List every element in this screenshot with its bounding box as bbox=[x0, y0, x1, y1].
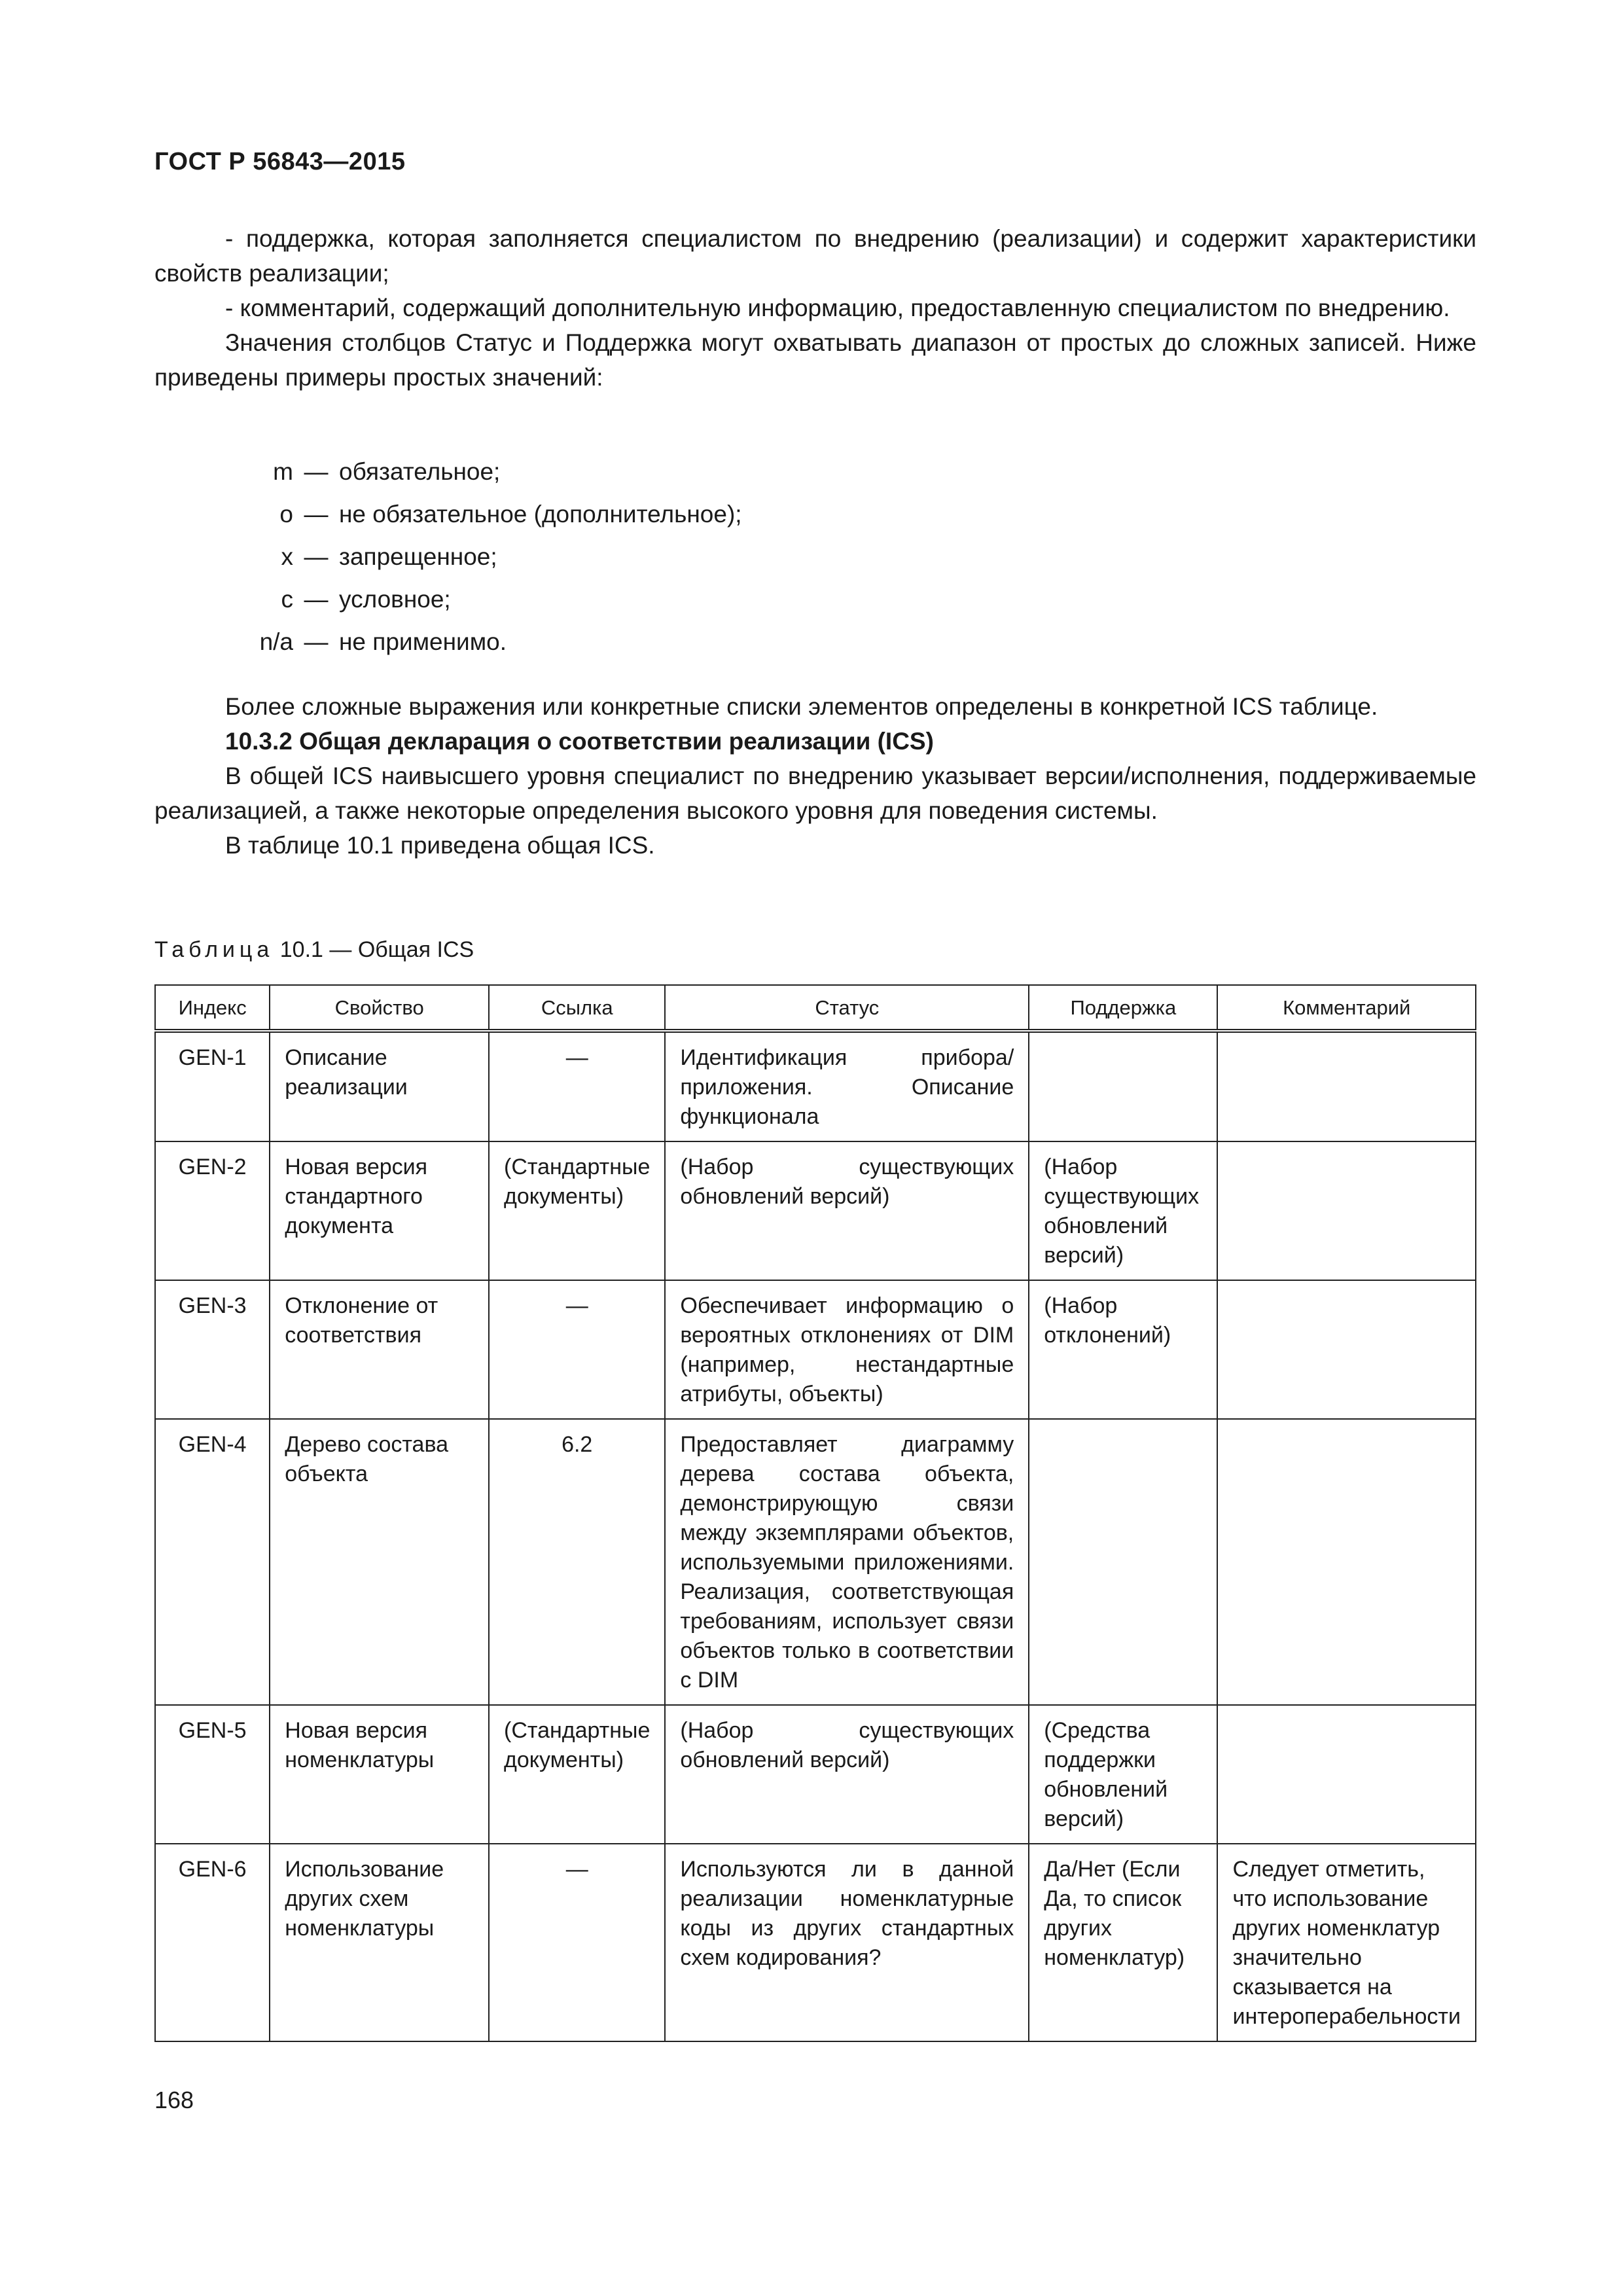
cell-property: Описание реализации bbox=[270, 1031, 489, 1141]
cell-reference: — bbox=[489, 1844, 665, 2041]
cell-status: (Набор существующих обновлений версий) bbox=[665, 1141, 1029, 1280]
cell-status: Обеспечивает информацию о вероятных отклонениях от DIM (например, нестандартные атрибуты, объекты) bbox=[665, 1280, 1029, 1419]
cell-comment bbox=[1217, 1141, 1476, 1280]
cell-reference: (Стандартные документы) bbox=[489, 1141, 665, 1280]
cell-support: Да/Нет (Если Да, то список других номенклатур) bbox=[1029, 1844, 1217, 2041]
cell-index: GEN-4 bbox=[155, 1419, 270, 1705]
cell-reference: — bbox=[489, 1031, 665, 1141]
value-description: не обязательное (дополнительное); bbox=[339, 501, 742, 528]
cell-index: GEN-6 bbox=[155, 1844, 270, 2041]
table-row bbox=[155, 1031, 1476, 1141]
ics-table bbox=[154, 984, 1476, 2042]
cell-reference: (Стандартные документы) bbox=[489, 1705, 665, 1844]
paragraph-values-intro: Значения столбцов Статус и Поддержка могут охватывать диапазон от простых до сложных записей. Ниже приведены примеры простых значений: bbox=[154, 329, 1476, 391]
list-item: x — запрещенное; bbox=[154, 535, 940, 578]
list-item: n/a — не применимо. bbox=[154, 620, 940, 663]
cell-support: (Набор отклонений) bbox=[1029, 1280, 1217, 1419]
value-code: c bbox=[281, 586, 293, 613]
cell-comment bbox=[1217, 1031, 1476, 1141]
table-row bbox=[155, 1844, 1476, 2041]
cell-property: Новая версия стандартного документа bbox=[270, 1141, 489, 1280]
cell-comment: Следует отметить, что использование других номенклатур значительно сказывается на интероперабельности bbox=[1217, 1844, 1476, 2041]
value-description: запрещенное; bbox=[339, 543, 497, 570]
column-header-comment: Комментарий bbox=[1217, 985, 1476, 1031]
cell-status: Идентификация прибора/приложения. Описание функционала bbox=[665, 1031, 1029, 1141]
cell-support: (Средства поддержки обновлений версий) bbox=[1029, 1705, 1217, 1844]
list-item: m — обязательное; bbox=[154, 450, 940, 493]
cell-comment bbox=[1217, 1419, 1476, 1705]
caption-title: 10.1 — Общая ICS bbox=[279, 937, 474, 962]
table-row bbox=[155, 1141, 1476, 1280]
cell-support: (Набор существующих обновлений версий) bbox=[1029, 1141, 1217, 1280]
value-description: обязательное; bbox=[339, 458, 501, 485]
table-caption bbox=[154, 937, 474, 963]
column-header-reference: Ссылка bbox=[489, 985, 665, 1031]
paragraph-general-ics: В общей ICS наивысшего уровня специалист по внедрению указывает версии/исполнения, поддерживаемые реализацией, а также некоторые определения высокого уровня для поведения системы. bbox=[154, 762, 1476, 824]
cell-support bbox=[1029, 1031, 1217, 1141]
cell-index: GEN-1 bbox=[155, 1031, 270, 1141]
cell-property: Новая версия номенклатуры bbox=[270, 1705, 489, 1844]
section-text bbox=[154, 689, 1476, 863]
column-header-support: Поддержка bbox=[1029, 985, 1217, 1031]
cell-reference: — bbox=[489, 1280, 665, 1419]
value-code: x bbox=[281, 543, 293, 570]
page-number: 168 bbox=[154, 2087, 194, 2113]
value-description: не применимо. bbox=[339, 628, 507, 655]
cell-status: Используются ли в данной реализации номенклатурные коды из других стандартных схем кодирования? bbox=[665, 1844, 1029, 2041]
table-row bbox=[155, 1280, 1476, 1419]
cell-status: (Набор существующих обновлений версий) bbox=[665, 1705, 1029, 1844]
cell-index: GEN-2 bbox=[155, 1141, 270, 1280]
cell-status: Предоставляет диаграмму дерева состава объекта, демонстрирующую связи между экземплярами объектов, используемыми приложениями. Реализация, соответствующая требованиям, использует связи объектов только в соответствии с DIM bbox=[665, 1419, 1029, 1705]
cell-property: Отклонение от соответствия bbox=[270, 1280, 489, 1419]
cell-comment bbox=[1217, 1280, 1476, 1419]
column-header-property: Свойство bbox=[270, 985, 489, 1031]
column-header-index: Индекс bbox=[155, 985, 270, 1031]
list-item: o — не обязательное (дополнительное); bbox=[154, 493, 940, 535]
section-heading: 10.3.2 Общая декларация о соответствии реализации (ICS) bbox=[225, 728, 934, 755]
value-code: m bbox=[273, 458, 293, 485]
paragraph-support: - поддержка, которая заполняется специалистом по внедрению (реализации) и содержит характеристики свойств реализации; bbox=[154, 225, 1476, 287]
cell-index: GEN-5 bbox=[155, 1705, 270, 1844]
cell-property: Дерево состава объекта bbox=[270, 1419, 489, 1705]
value-code: o bbox=[279, 501, 293, 528]
value-description: условное; bbox=[339, 586, 451, 613]
cell-comment bbox=[1217, 1705, 1476, 1844]
list-item: c — условное; bbox=[154, 578, 940, 620]
cell-index: GEN-3 bbox=[155, 1280, 270, 1419]
cell-support bbox=[1029, 1419, 1217, 1705]
intro-text bbox=[154, 221, 1476, 395]
document-header: ГОСТ Р 56843—2015 bbox=[154, 148, 406, 175]
table-row bbox=[155, 1419, 1476, 1705]
value-code: n/a bbox=[259, 628, 293, 655]
paragraph-complex: Более сложные выражения или конкретные списки элементов определены в конкретной ICS таблице. bbox=[225, 693, 1378, 720]
caption-label: Таблица bbox=[154, 937, 274, 962]
cell-reference: 6.2 bbox=[489, 1419, 665, 1705]
cell-property: Использование других схем номенклатуры bbox=[270, 1844, 489, 2041]
table-row bbox=[155, 1705, 1476, 1844]
paragraph-comment: - комментарий, содержащий дополнительную информацию, предоставленную специалистом по внедрению. bbox=[225, 295, 1450, 321]
column-header-status: Статус bbox=[665, 985, 1029, 1031]
table-header-row bbox=[155, 985, 1476, 1031]
paragraph-table-ref: В таблице 10.1 приведена общая ICS. bbox=[225, 832, 655, 859]
values-list bbox=[154, 450, 940, 663]
